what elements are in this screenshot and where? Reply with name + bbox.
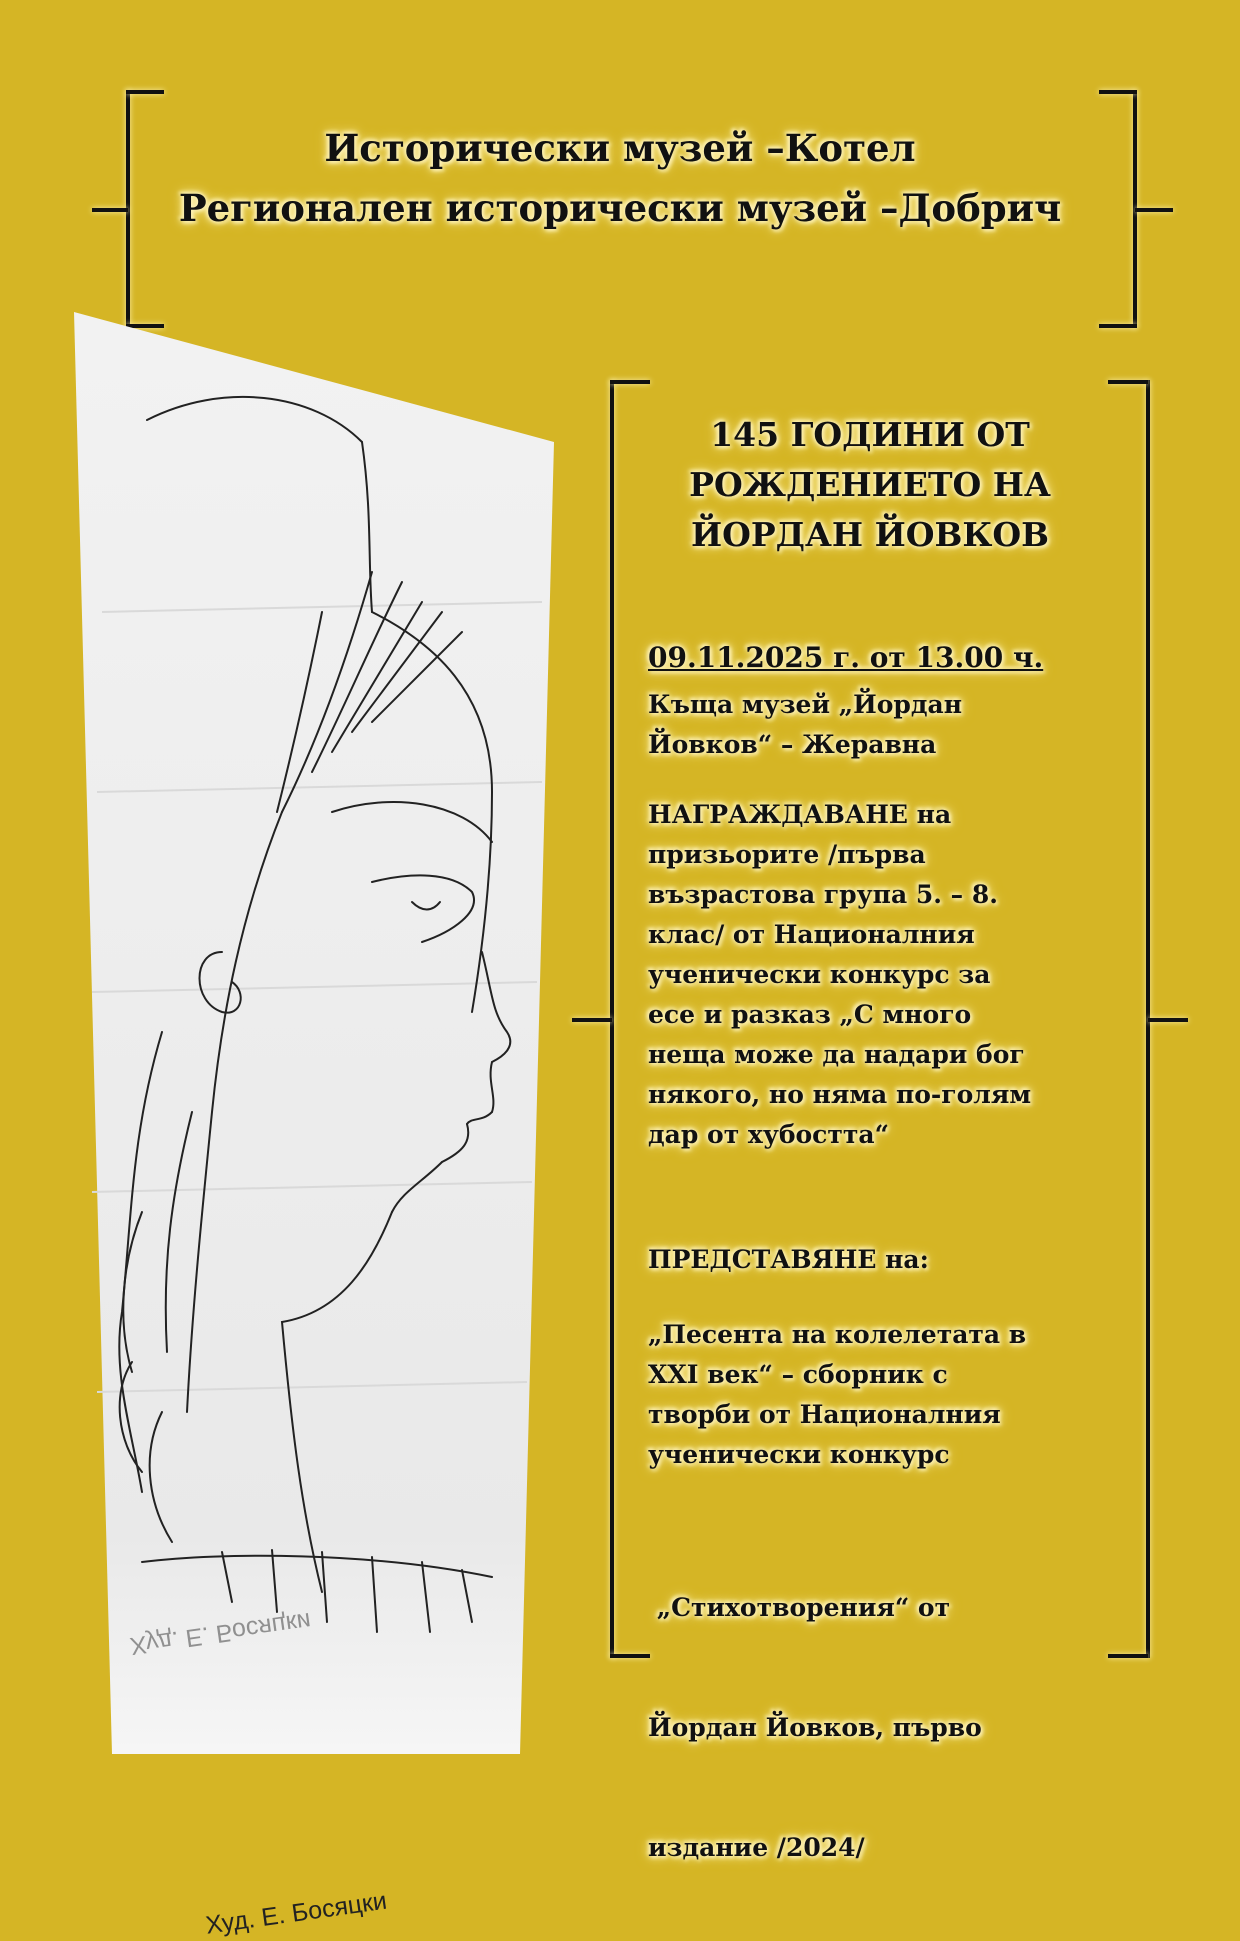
book-2-line: издание /2024/ [648, 1833, 865, 1862]
event-title-line-2: РОЖДЕНИЕТО НА [689, 465, 1051, 504]
presentation-heading: ПРЕДСТАВЯНЕ на: [648, 1245, 929, 1274]
book-2-description [648, 1508, 1108, 1908]
portrait-sketch [72, 312, 562, 1754]
venue-line-2: Йовков“ – Жеравна [648, 730, 937, 759]
artist-signature-reflection: Худ. Е. Босяцки [128, 1606, 313, 1660]
award-paragraph [648, 795, 1108, 1155]
award-line: клас/ от Националния [648, 920, 975, 949]
header-line-1: Исторически музей –Котел [324, 126, 916, 170]
award-line: призьорите /първа [648, 840, 926, 869]
event-title-line-1: 145 ГОДИНИ ОТ [710, 415, 1030, 454]
award-line: възрастова група 5. – 8. [648, 880, 998, 909]
date-time-text: 09.11.2025 г. от 13.00 ч. [648, 641, 1044, 674]
book-1-description [648, 1315, 1108, 1475]
award-line: НАГРАЖДАВАНЕ на [648, 800, 952, 829]
header-line-2: Регионален исторически музей –Добрич [178, 186, 1062, 230]
book-1-line: творби от Националния [648, 1400, 1001, 1429]
award-line: някого, но няма по-голям [648, 1080, 1032, 1109]
book-2-line: „Стихотворения“ от [648, 1593, 951, 1622]
paper-sheet [74, 312, 554, 1754]
book-1-line: ученически конкурс [648, 1440, 950, 1469]
book-1-line: „Песента на колелетата в [648, 1320, 1027, 1349]
award-line: дар от хубостта“ [648, 1120, 889, 1149]
event-venue [648, 685, 1108, 765]
award-line: неща може да надари бог [648, 1040, 1025, 1069]
book-1-line: XXI век“ – сборник с [648, 1360, 948, 1389]
award-line: есе и разказ „С много [648, 1000, 972, 1029]
portrait-drawing [72, 312, 562, 1940]
artist-signature: Худ. Е. Босяцки [204, 1886, 389, 1940]
award-line: ученически конкурс за [648, 960, 991, 989]
event-title [640, 410, 1100, 560]
event-title-line-3: ЙОРДАН ЙОВКОВ [690, 515, 1050, 554]
venue-line-1: Къща музей „Йордан [648, 690, 963, 719]
book-2-line: Йордан Йовков, първо [648, 1713, 982, 1742]
museums-header [120, 118, 1120, 238]
event-date-time [648, 638, 1108, 678]
